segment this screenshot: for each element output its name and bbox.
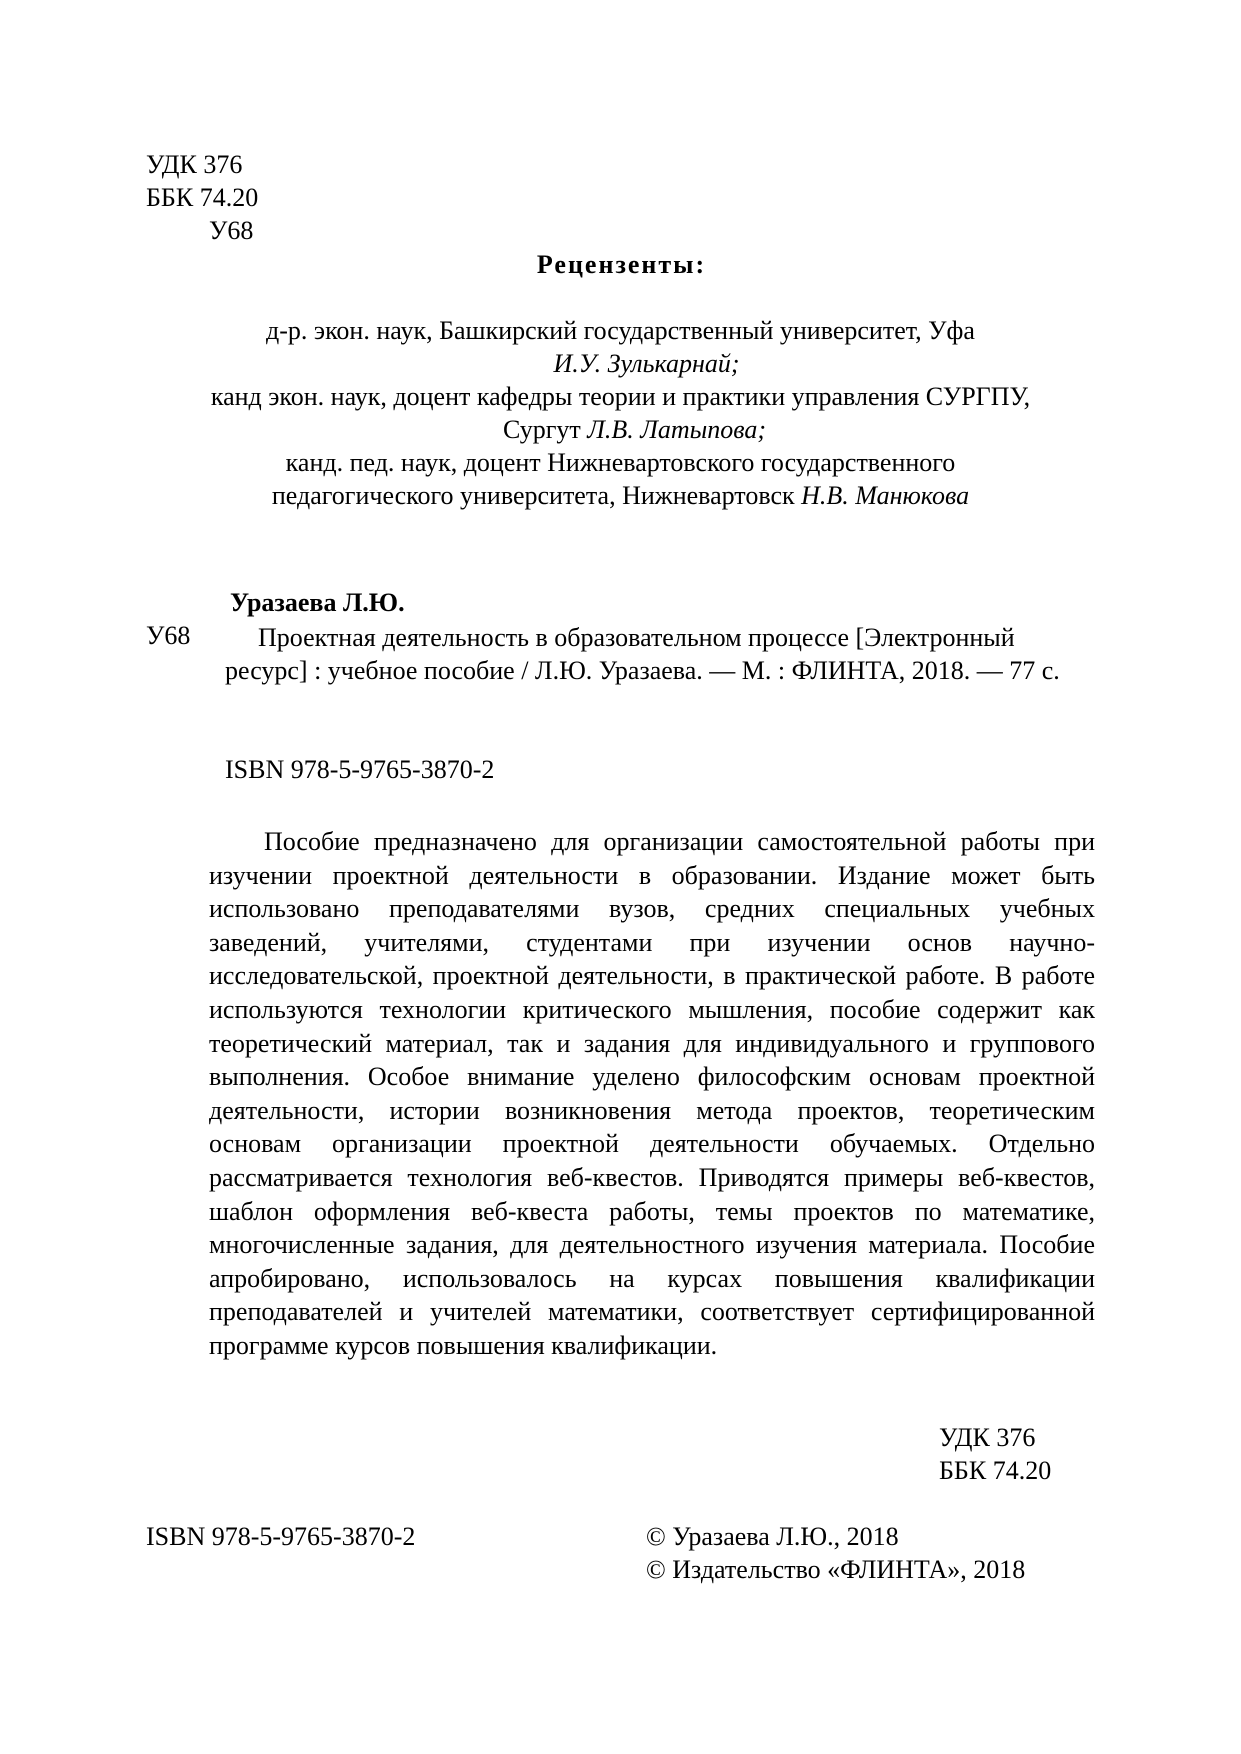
reviewer-line-3 [0,382,1241,412]
record-author: Уразаева Л.Ю. [230,588,405,617]
copyright-publisher: © Издательство «ФЛИНТА», 2018 [646,1555,1026,1584]
record-isbn: ISBN 978-5-9765-3870-2 [225,755,495,784]
reviewer-line-1 [0,316,1241,346]
record-description [225,621,1095,687]
reviewer-line-1-text: д-р. экон. наук, Башкирский государственный университет, Уфа [266,316,975,345]
reviewer-line-6-name: Н.В. Манюкова [801,481,970,510]
reviewer-line-3-text: канд экон. наук, доцент кафедры теории и практики управления СУРГПУ, [210,382,1031,411]
annotation-paragraph [209,825,1095,1363]
bbk-code: ББК 74.20 [146,183,259,212]
udk-code: УДК 376 [146,150,243,179]
copyright-author: © Уразаева Л.Ю., 2018 [646,1522,899,1551]
reviewer-line-2 [0,349,1241,379]
reviewer-line-2-name: И.У. Зулькарнай; [553,349,740,378]
footer-isbn: ISBN 978-5-9765-3870-2 [146,1522,416,1551]
record-description-text: Проектная деятельность в образовательном процессе [Электронный ресурс] : учебное пособие / Л.Ю. Уразаева. — М. : ФЛИНТА, 2018. — 77 с. [225,623,1060,685]
reviewer-line-5 [0,448,1241,478]
reviewer-line-4-name: Л.В. Латыпова; [587,415,766,444]
reviewer-line-4 [0,415,1241,445]
annotation-text: Пособие предназначено для организации самостоятельной работы при изучении проектной деятельности в образовании. Издание может быть использовано преподавателями вузов, средних специальных учебных заведений, учителями, студентами при изучении основ научно-исследовательской, проектной деятельности, в практической работе. В работе используются технологии критического мышления, пособие содержит как теоретический материал, так и задания для индивидуального и группового выполнения. Особое внимание уделено философским основам проектной деятельности, истории возникновения метода проектов, теоретическим основам организации проектной деятельности обучаемых. Отдельно рассматривается технология веб-квестов. Приводятся примеры веб-квестов, шаблон оформления веб-квеста работы, темы проектов по математике, многочисленные задания, для деятельностного изучения материала. Пособие апробировано, использовалось на курсах повышения квалификации преподавателей и учителей математики, соответствует сертифицированной программе курсов повышения квалификации. [209,827,1095,1360]
footer-udk: УДК 376 [939,1423,1036,1452]
reviewers-heading: Рецензенты: [536,250,707,279]
reviewer-line-5-text: канд. пед. наук, доцент Нижневартовского государственного [285,448,956,477]
record-mark: У68 [146,621,191,650]
reviewer-line-6-text: педагогического университета, Нижневартовск [271,481,802,510]
author-mark: У68 [209,216,254,245]
reviewer-line-6 [0,481,1241,511]
footer-bbk: ББК 74.20 [939,1456,1052,1485]
reviewer-line-4-text: Сургут [503,415,588,444]
